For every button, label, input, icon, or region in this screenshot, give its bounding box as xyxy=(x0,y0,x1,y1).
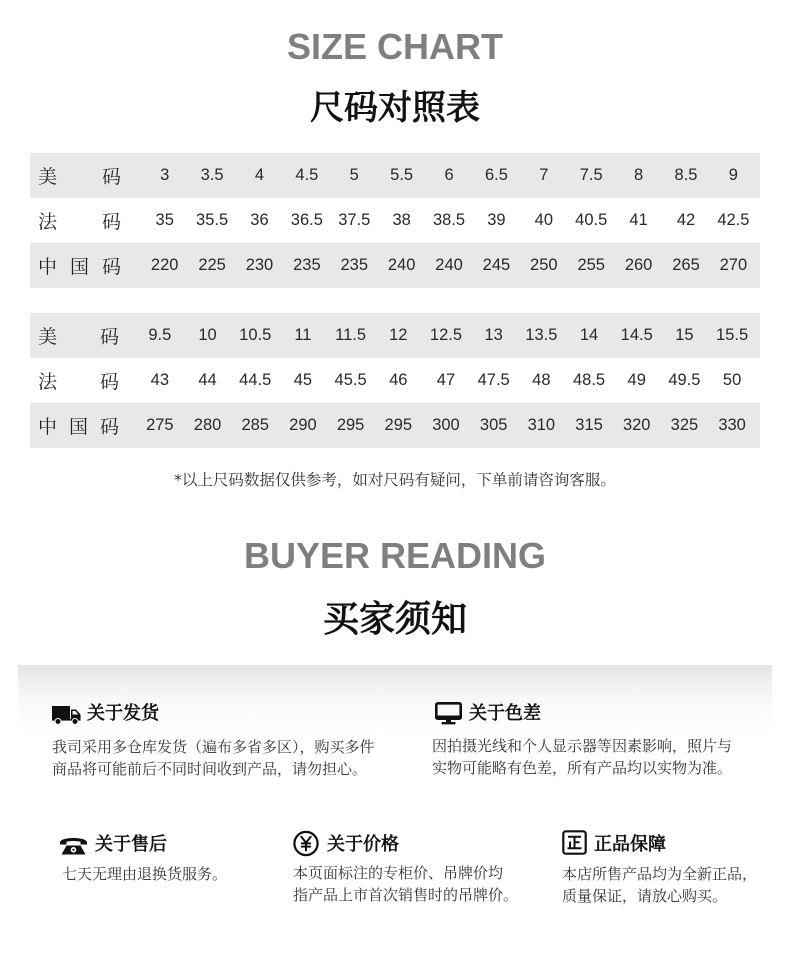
size-row-label-char: 美 xyxy=(38,166,58,188)
size-chart-note: *以上尺码数据仅供参考，如对尺码有疑问，下单前请咨询客服。 xyxy=(174,471,616,489)
size-row-label-char: 码 xyxy=(99,416,119,438)
size-cell: 5.5 xyxy=(390,166,414,184)
size-cell: 8 xyxy=(634,166,644,184)
size-cell: 40.5 xyxy=(575,211,608,229)
size-cell: 325 xyxy=(670,416,699,434)
buyer-item-title: 关于色差 xyxy=(469,703,541,724)
size-cell: 43 xyxy=(150,371,170,389)
buyer-item-text-line: 七天无理由退换货服务。 xyxy=(62,865,228,883)
size-cell: 47.5 xyxy=(477,371,510,389)
size-cell: 230 xyxy=(245,256,274,274)
buyer-item-text-line: 本页面标注的专柜价、吊牌价均 xyxy=(293,864,504,882)
size-cell: 10.5 xyxy=(239,326,272,344)
table-row xyxy=(30,153,760,198)
size-cell: 45.5 xyxy=(334,371,367,389)
table-row xyxy=(30,243,760,288)
size-chart-title-cn: 尺码对照表 xyxy=(310,88,480,128)
buyer-item-text-line: 实物可能略有色差，所有产品均以实物为准。 xyxy=(432,759,733,777)
size-cell: 315 xyxy=(575,416,603,434)
buyer-item-text xyxy=(62,863,227,885)
buyer-item-text xyxy=(293,862,518,906)
size-row-label-char: 国 xyxy=(69,256,89,278)
size-cell: 6.5 xyxy=(484,166,508,184)
buyer-item-text xyxy=(562,863,757,907)
table-row xyxy=(30,358,760,403)
size-cell: 11 xyxy=(294,326,312,344)
size-cell: 49 xyxy=(627,371,646,389)
size-cell: 10 xyxy=(198,326,217,344)
size-chart-title-en: SIZE CHART xyxy=(287,26,503,67)
size-table xyxy=(30,153,760,288)
monitor-icon xyxy=(435,702,462,725)
size-row-label xyxy=(30,162,141,189)
size-cell: 255 xyxy=(577,256,605,274)
size-cell: 250 xyxy=(530,256,558,274)
size-cell: 38 xyxy=(392,211,411,229)
size-cell: 15 xyxy=(675,326,694,344)
size-cell: 47 xyxy=(436,371,456,389)
truck-icon xyxy=(52,705,81,725)
size-cell: 48.5 xyxy=(572,371,606,389)
size-cell: 270 xyxy=(719,256,748,274)
size-cell: 260 xyxy=(624,256,653,274)
size-table xyxy=(30,313,760,448)
buyer-item-text-line: 我司采用多仓库发货（遍布多省多区），购买多件 xyxy=(52,738,375,756)
buyer-item-text-line: 商品将可能前后不同时间收到产品，请勿担心。 xyxy=(52,760,368,778)
size-row-label xyxy=(30,367,136,394)
size-row-label-char: 码 xyxy=(101,211,121,233)
size-cell: 12.5 xyxy=(429,326,463,344)
size-cell: 44 xyxy=(198,371,217,389)
yen-coin-icon xyxy=(293,830,319,857)
size-cell: 265 xyxy=(672,256,700,274)
size-cell: 38.5 xyxy=(432,211,466,229)
size-row-label-char: 中 xyxy=(38,416,58,438)
size-cell: 295 xyxy=(384,416,413,434)
table-row xyxy=(30,198,760,243)
size-cell: 240 xyxy=(435,256,463,274)
size-cell: 15.5 xyxy=(716,326,749,344)
size-cell: 9.5 xyxy=(148,326,172,344)
size-cell: 240 xyxy=(387,256,416,274)
size-cell: 7.5 xyxy=(579,166,603,184)
size-row-label-char: 中 xyxy=(38,256,58,278)
size-cell: 4.5 xyxy=(295,166,319,184)
size-cell: 5 xyxy=(349,166,359,184)
size-cell: 220 xyxy=(150,256,179,274)
size-cell: 42.5 xyxy=(717,211,750,229)
buyer-reading-title-cn: 买家须知 xyxy=(322,599,467,640)
size-cell: 36.5 xyxy=(290,211,323,229)
size-cell: 310 xyxy=(527,416,556,434)
size-cell: 14 xyxy=(579,326,599,344)
size-row-label-char: 法 xyxy=(38,211,58,233)
size-cell: 8.5 xyxy=(674,166,698,184)
size-cell: 39 xyxy=(487,211,506,229)
size-cell: 11.5 xyxy=(335,326,367,344)
size-cell: 9 xyxy=(728,166,738,184)
size-cell: 3.5 xyxy=(200,166,224,184)
size-cell: 280 xyxy=(193,416,222,434)
size-row-label-char: 法 xyxy=(38,371,58,393)
buyer-item-text-line: 质量保证，请放心购买。 xyxy=(562,887,728,905)
buyer-reading-title-en: BUYER READING xyxy=(243,535,547,576)
size-cell: 35 xyxy=(155,211,174,229)
size-cell: 235 xyxy=(340,256,369,274)
size-cell: 305 xyxy=(479,416,508,434)
size-cell: 36 xyxy=(250,211,269,229)
size-row-label-char: 国 xyxy=(68,416,88,438)
size-cell: 4 xyxy=(254,166,265,184)
size-row-label xyxy=(30,207,141,234)
size-cell: 40 xyxy=(534,211,553,229)
size-cell: 12 xyxy=(389,326,408,344)
size-cell: 46 xyxy=(389,371,408,389)
buyer-item-text xyxy=(52,736,375,780)
size-cell: 7 xyxy=(539,166,549,184)
size-cell: 235 xyxy=(293,256,321,274)
buyer-item-text-line: 本店所售产品均为全新正品， xyxy=(562,865,758,883)
size-cell: 41 xyxy=(629,211,648,229)
table-row xyxy=(30,313,760,358)
size-cell: 35.5 xyxy=(196,211,229,229)
size-cell: 48 xyxy=(532,371,551,389)
size-cell: 6 xyxy=(444,166,454,184)
size-cell: 285 xyxy=(241,416,269,434)
size-cell: 295 xyxy=(336,416,365,434)
buyer-item-title: 正品保障 xyxy=(594,834,666,855)
size-cell: 320 xyxy=(622,416,651,434)
size-row-label xyxy=(30,412,136,439)
size-cell: 45 xyxy=(293,371,313,389)
size-row-label-char: 码 xyxy=(101,166,121,188)
size-cell: 275 xyxy=(146,416,174,434)
buyer-item-text-line: 指产品上市首次销售时的吊牌价。 xyxy=(293,886,519,904)
genuine-badge-icon xyxy=(562,830,587,855)
size-cell: 13 xyxy=(484,326,503,344)
buyer-item-title: 关于售后 xyxy=(95,834,167,855)
size-cell: 330 xyxy=(718,416,746,434)
buyer-item-title: 关于发货 xyxy=(87,703,159,724)
size-cell: 3 xyxy=(160,166,170,184)
size-cell: 37.5 xyxy=(338,211,371,229)
size-cell: 42 xyxy=(676,211,696,229)
size-cell: 44.5 xyxy=(239,371,272,389)
size-row-label-char: 码 xyxy=(99,371,119,393)
size-cell: 225 xyxy=(198,256,226,274)
size-row-label xyxy=(30,252,141,279)
table-row xyxy=(30,403,760,448)
size-cell: 290 xyxy=(289,416,317,434)
size-cell: 13.5 xyxy=(525,326,558,344)
buyer-item-text-line: 因拍摄光线和个人显示器等因素影响，照片与 xyxy=(432,737,733,755)
size-cell: 50 xyxy=(722,371,742,389)
size-row-label-char: 码 xyxy=(99,326,119,348)
size-cell: 245 xyxy=(482,256,511,274)
size-cell: 49.5 xyxy=(668,371,701,389)
size-cell: 300 xyxy=(432,416,460,434)
size-row-label-char: 码 xyxy=(101,256,121,278)
size-cell: 14.5 xyxy=(620,326,653,344)
size-row-label xyxy=(30,322,136,349)
buyer-item-title: 关于价格 xyxy=(327,834,399,855)
buyer-item-text xyxy=(432,735,732,779)
size-row-label-char: 美 xyxy=(38,326,58,348)
telephone-icon xyxy=(59,835,88,855)
